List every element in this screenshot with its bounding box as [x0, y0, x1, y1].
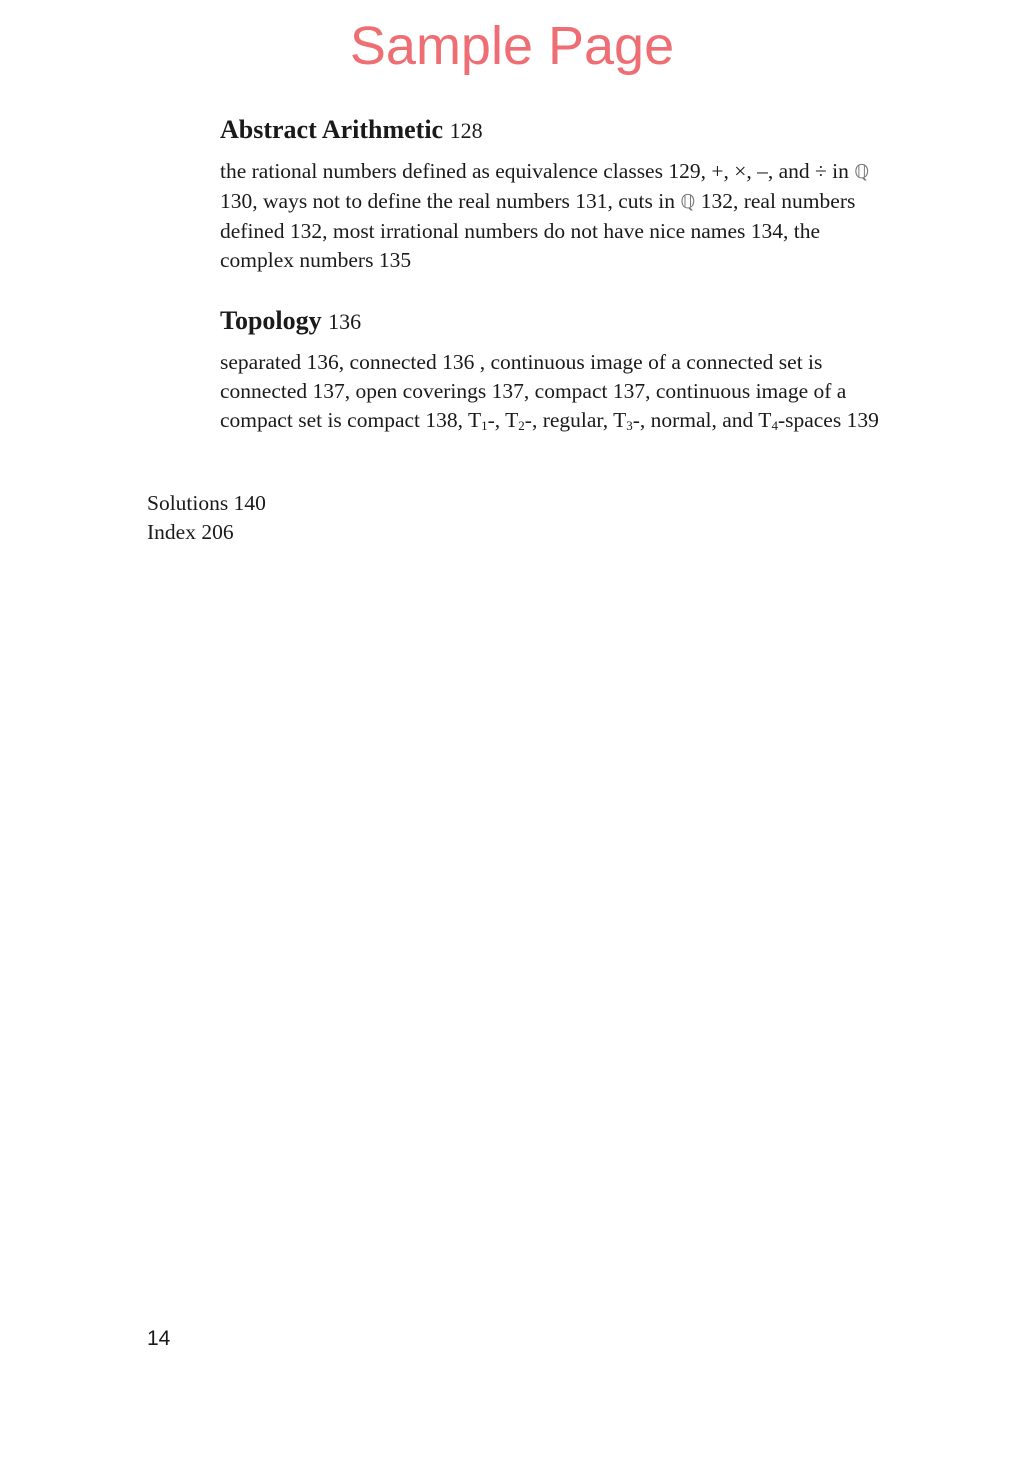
section-heading [220, 305, 880, 338]
subscript: 4 [771, 418, 778, 433]
text-run: separated 136, connected 136 , continuous image of a connected set is connected 137, open coverings 137, compact 137, continuous image of a compact set is compact 138, T [220, 350, 847, 432]
toc-entry-index: Index 206 [147, 520, 234, 544]
section-description [220, 348, 880, 435]
section-page-number: 128 [449, 118, 483, 143]
toc-entry-solutions: Solutions 140 [147, 491, 266, 515]
subscript: 3 [626, 418, 633, 433]
section-heading [220, 114, 880, 147]
section-abstract-arithmetic [220, 114, 880, 275]
section-title: Abstract Arithmetic [220, 115, 444, 144]
text-run: the rational numbers defined as equivalence classes 129, +, ×, –, and ÷ in [220, 159, 855, 183]
section-title: Topology [220, 306, 322, 335]
toc-bottom-entries [147, 489, 266, 547]
page-number: 14 [147, 1327, 171, 1350]
text-run: -, T [487, 408, 519, 432]
subscript: 1 [481, 418, 488, 433]
text-run: -spaces 139 [777, 408, 879, 432]
section-topology [220, 305, 880, 435]
text-run: -, normal, and T [632, 408, 772, 432]
rationals-symbol: ℚ [680, 191, 696, 213]
rationals-symbol: ℚ [854, 161, 870, 183]
watermark-sample-page: Sample Page [349, 16, 675, 76]
subscript: 2 [518, 418, 525, 433]
text-run: 132, real numbers defined 132, most irrational numbers do not have nice names 134, the complex numbers 135 [220, 189, 856, 272]
text-run: -, regular, T [524, 408, 627, 432]
section-description [220, 157, 880, 275]
text-run: 130, ways not to define the real numbers 131, cuts in [220, 189, 681, 213]
section-page-number: 136 [328, 309, 362, 334]
